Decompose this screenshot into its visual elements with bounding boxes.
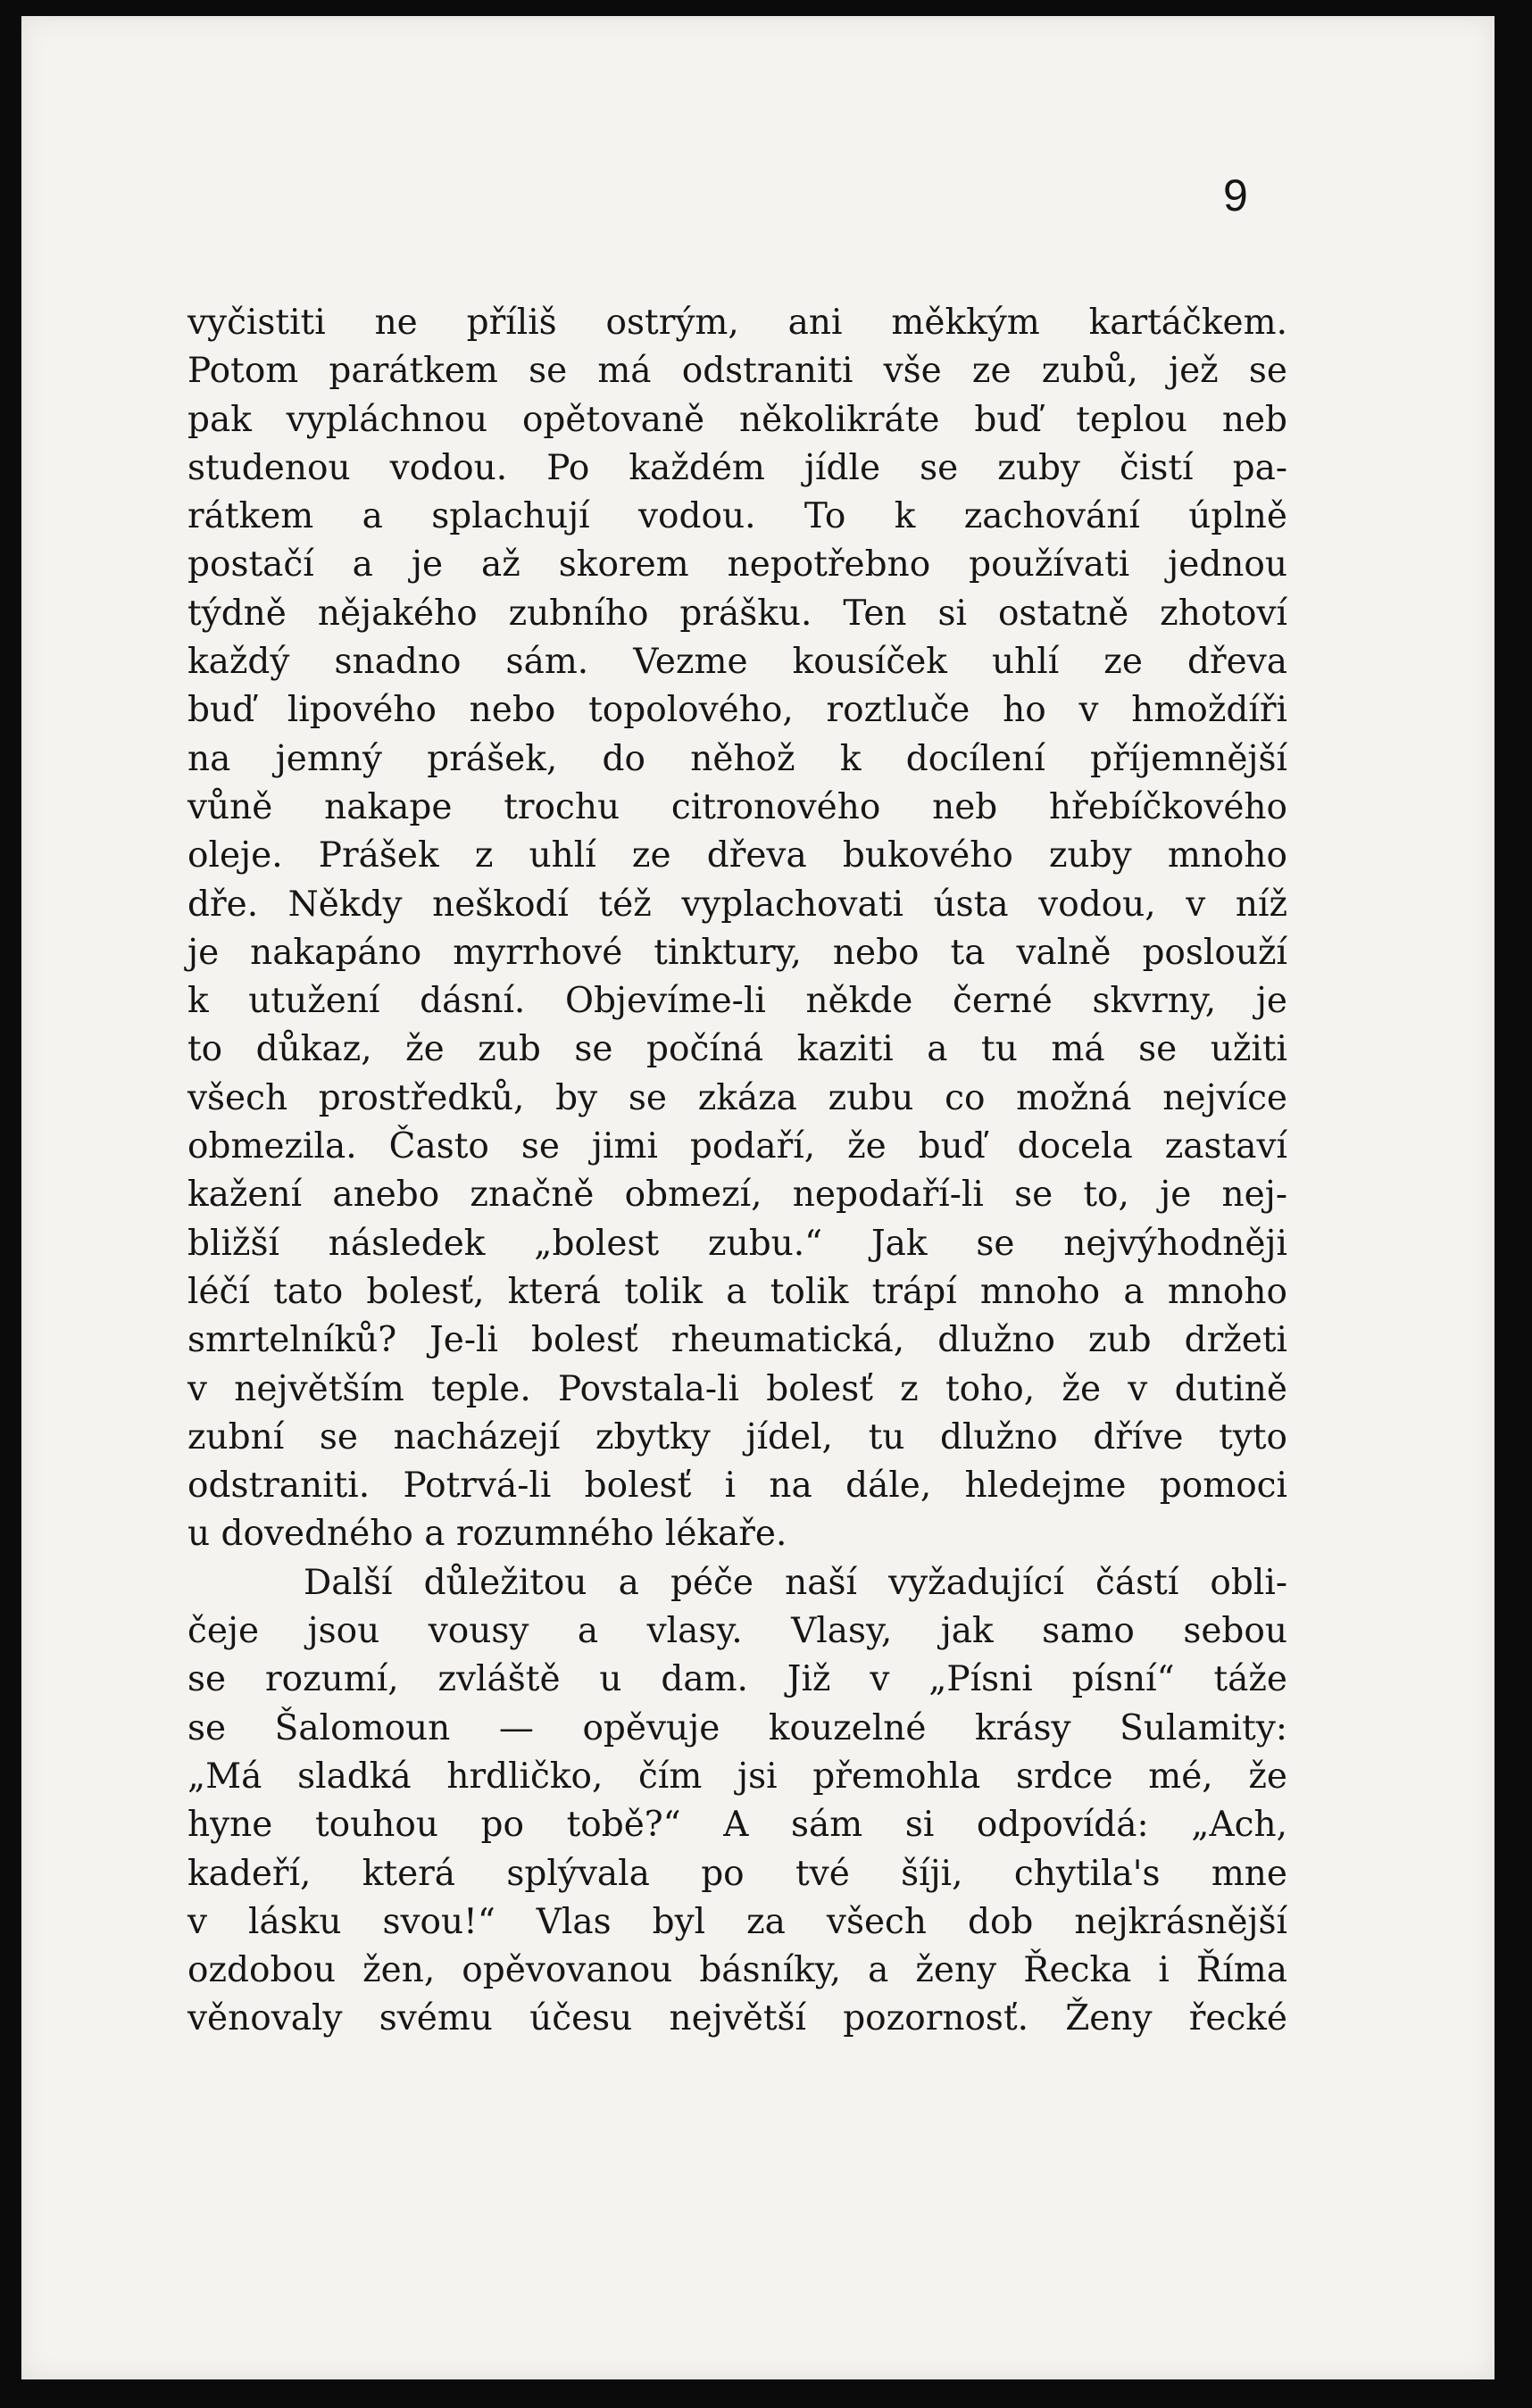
text-line: věnovaly svému účesu největší pozornosť. Ženy řecké (187, 1998, 1287, 2039)
text-line: smrtelníků? Je-li bolesť rheumatická, dlužno zub držeti (187, 1320, 1287, 1361)
text-line: v lásku svou!“ Vlas byl za všech dob nejkrásnější (187, 1901, 1287, 1942)
text-line: „Má sladká hrdličko, čím jsi přemohla srdce mé, že (187, 1756, 1287, 1797)
text-line: buď lipového nebo topolového, roztluče ho v hmoždíři (187, 690, 1287, 731)
text-line: hyne touhou po tobě?“ A sám si odpovídá: „Ach, (187, 1805, 1287, 1846)
text-line: každý snadno sám. Vezme kousíček uhlí ze dřeva (187, 642, 1287, 683)
text-line: v největším teple. Povstala-li bolesť z toho, že v dutině (187, 1368, 1287, 1409)
text-line: to důkaz, že zub se počíná kaziti a tu má se užiti (187, 1029, 1287, 1070)
text-line: léčí tato bolesť, která tolik a tolik trápí mnoho a mnoho (187, 1271, 1287, 1312)
text-line: vůně nakape trochu citronového neb hřebíčkového (187, 786, 1287, 827)
text-line: Potom parátkem se má odstraniti vše ze zubů, jež se (187, 351, 1287, 392)
text-line: oleje. Prášek z uhlí ze dřeva bukového zuby mnoho (187, 835, 1287, 876)
text-line: bližší následek „bolest zubu.“ Jak se nejvýhodněji (187, 1223, 1287, 1264)
text-line: ozdobou žen, opěvovanou básníky, a ženy Řecka i Říma (187, 1950, 1287, 1991)
page-number: 9 (1223, 170, 1248, 220)
text-line: se Šalomoun — opěvuje kouzelné krásy Sulamity: (187, 1707, 1287, 1748)
text-line: vyčistiti ne příliš ostrým, ani měkkým kartáčkem. (187, 303, 1287, 343)
text-line: k utužení dásní. Objevíme-li někde černé skvrny, je (187, 981, 1287, 1022)
text-line: je nakapáno myrrhové tinktury, nebo ta valně poslouží (187, 932, 1287, 973)
text-line: rátkem a splachují vodou. To k zachování úplně (187, 496, 1287, 537)
text-line: u dovedného a rozumného lékaře. (187, 1514, 787, 1555)
text-line: čeje jsou vousy a vlasy. Vlasy, jak samo sebou (187, 1611, 1287, 1652)
text-line: studenou vodou. Po každém jídle se zuby čistí pa- (187, 447, 1287, 488)
text-line: se rozumí, zvláště u dam. Již v „Písni písní“ táže (187, 1659, 1287, 1700)
text-line: Další důležitou a péče naší vyžadující částí obli- (304, 1562, 1287, 1603)
text-line: zubní se nacházejí zbytky jídel, tu dlužno dříve tyto (187, 1416, 1287, 1457)
text-line: kažení anebo značně obmezí, nepodaří-li se to, je nej- (187, 1175, 1287, 1216)
text-line: obmezila. Často se jimi podaří, že buď docela zastaví (187, 1126, 1287, 1167)
text-line: na jemný prášek, do něhož k docílení příjemnější (187, 738, 1287, 779)
text-line: odstraniti. Potrvá-li bolesť i na dále, hledejme pomoci (187, 1466, 1287, 1507)
body-text (187, 299, 1287, 2044)
text-line: postačí a je až skorem nepotřebno používati jednou (187, 544, 1287, 585)
text-line: pak vypláchnou opětovaně několikráte buď teplou neb (187, 399, 1287, 440)
text-line: týdně nějakého zubního prášku. Ten si ostatně zhotoví (187, 593, 1287, 634)
text-line: kadeří, která splývala po tvé šíji, chytila's mne (187, 1853, 1287, 1894)
text-line: dře. Někdy neškodí též vyplachovati ústa vodou, v níž (187, 884, 1287, 925)
text-line: všech prostředků, by se zkáza zubu co možná nejvíce (187, 1077, 1287, 1118)
